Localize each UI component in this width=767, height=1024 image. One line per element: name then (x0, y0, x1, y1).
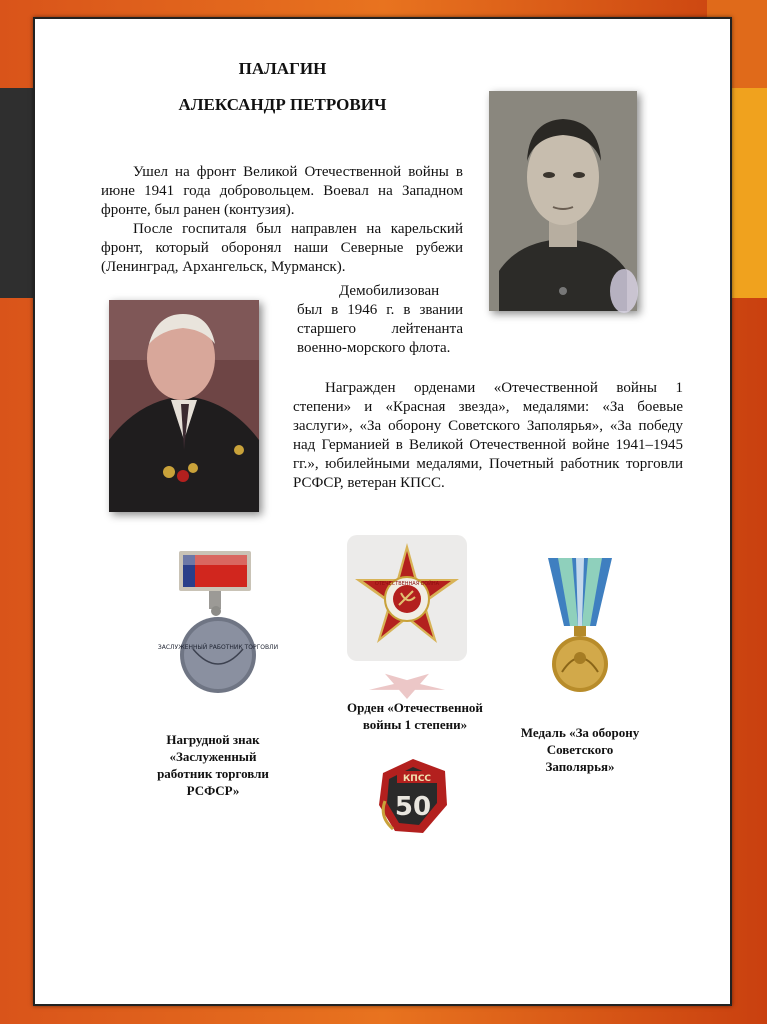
order-patriotic-war (347, 535, 467, 705)
bio-text-front: Ушел на фронт Великой Отечественной войны в июне 1941 года добровольцем. Воевал на Западном фронте, был ранен (контузия). (101, 164, 463, 218)
badge-illustration (157, 549, 279, 699)
bio-text-demobilized: Демобилизован был в 1946 г. в звании старшего лейтенанта военно-морского флота. (297, 283, 463, 356)
order-illustration (347, 535, 467, 705)
bio-paragraph-awards (293, 379, 683, 493)
document-page (33, 17, 732, 1006)
badge-text: ЗАСЛУЖЕННЫЙ РАБОТНИК ТОРГОВЛИ (157, 644, 279, 651)
badge-text-group (158, 644, 278, 651)
portrait-young-photo (489, 91, 637, 311)
order-text: ОТЕЧЕСТВЕННАЯ ВОЙНА (374, 581, 440, 587)
portrait-young-illustration (489, 91, 637, 311)
portrait-elder-photo (109, 300, 259, 512)
medal-soviet-arctic (540, 554, 620, 704)
kpss-label: КПСС (402, 774, 432, 784)
bio-text-awards: Награжден орденами «Отечественной войны 1 степени» и «Красная звезда», медалями: «За боевые заслуги», «За оборону Советского Заполярья», «За победу над Германией в Великой Отечественной войне 1941–1945 гг.», юбилейными медалями, Почетный работник торговли РСФСР, ветеран КПСС. (293, 380, 683, 491)
surname-heading: ПАЛАГИН (238, 59, 327, 78)
bio-text-hospital: После госпиталя был направлен на карельский фронт, который оборонял наши Северные рубежи (Ленинград, Архангельск, Мурманск). (101, 221, 463, 275)
kpss-number: 50 (394, 792, 432, 822)
order-caption: Орден «Отечественной войны 1 степени» (347, 700, 483, 732)
medal-caption: Медаль «За оборону Советского Заполярья» (520, 725, 640, 774)
trade-worker-badge (157, 549, 279, 699)
medal-illustration (540, 554, 620, 704)
kpss-illustration (375, 757, 451, 837)
bio-paragraph-1 (101, 163, 463, 277)
badge-caption: Нагрудной знак «Заслуженный работник торговли РСФСР» (157, 732, 269, 798)
bio-paragraph-demobilized (297, 282, 463, 358)
portrait-elder-illustration (109, 300, 259, 512)
kpss-50-badge (375, 757, 451, 837)
name-heading: АЛЕКСАНДР ПЕТРОВИЧ (178, 95, 387, 114)
